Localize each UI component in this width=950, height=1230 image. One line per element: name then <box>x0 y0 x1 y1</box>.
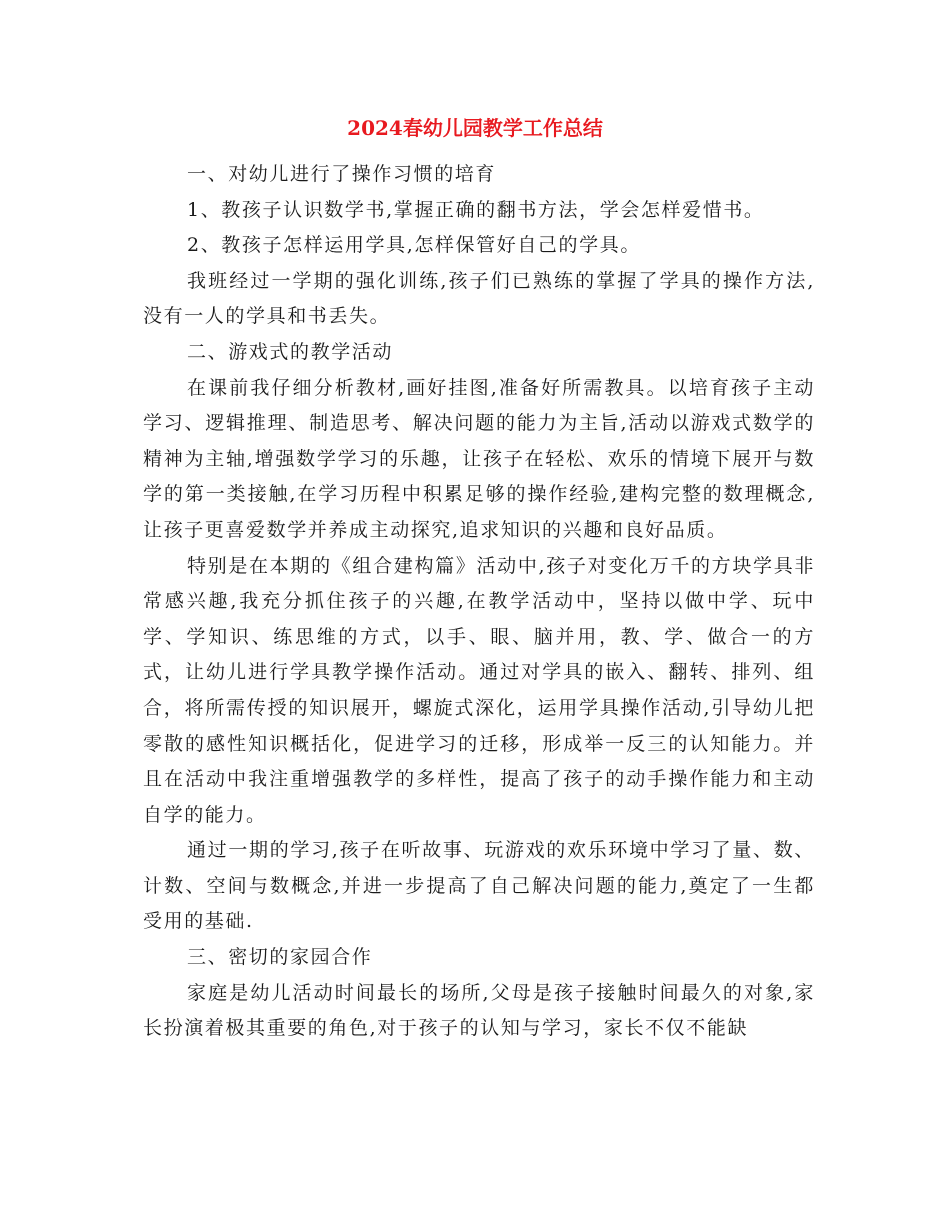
paragraph: 家庭是幼儿活动时间最长的场所,父母是孩子接触时间最久的对象,家长扮演着极其重要的角色,对于孩子的认知与学习，家长不仅不能缺 <box>143 981 815 1040</box>
paragraph: 我班经过一学期的强化训练,孩子们已熟练的掌握了学具的操作方法,没有一人的学具和书丢失。 <box>143 269 815 328</box>
document-title: 2024春幼儿园教学工作总结 <box>347 116 603 140</box>
section-heading-2: 二、游戏式的教学活动 <box>187 340 394 363</box>
paragraph: 在课前我仔细分析教材,画好挂图,准备好所需教具。以培育孩子主动学习、逻辑推理、制造思考、解决问题的能力为主旨,活动以游戏式数学的精神为主轴,增强数学学习的乐趣，让孩子在轻松、欢乐的情境下展开与数学的第一类接触,在学习历程中积累足够的操作经验,建构完整的数理概念,让孩子更喜爱数学并养成主动探究,追求知识的兴趣和良好品质。 <box>143 376 815 541</box>
paragraph: 通过一期的学习,孩子在听故事、玩游戏的欢乐环境中学习了量、数、计数、空间与数概念,并进一步提高了自己解决问题的能力,奠定了一生都受用的基础. <box>143 839 815 933</box>
section-heading-3: 三、密切的家园合作 <box>187 946 373 969</box>
section-heading-1: 一、对幼儿进行了操作习惯的培育 <box>187 163 497 185</box>
document-body <box>143 157 815 1047</box>
list-item-2: 2、教孩子怎样运用学具,怎样保管好自己的学具。 <box>187 234 641 257</box>
paragraph: 特别是在本期的《组合建构篇》活动中,孩子对变化万千的方块学具非常感兴趣,我充分抓住孩子的兴趣,在教学活动中，坚持以做中学、玩中学、学知识、练思维的方式，以手、眼、脑并用，教、学、做合一的方式，让幼儿进行学具教学操作活动。通过对学具的嵌入、翻转、排列、组合，将所需传授的知识展开，螺旋式深化，运用学具操作活动,引导幼儿把零散的感性知识概括化，促进学习的迁移，形成举一反三的认知能力。并且在活动中我注重增强教学的多样性，提高了孩子的动手操作能力和主动自学的能力。 <box>143 554 815 826</box>
list-item-1: 1、教孩子认识数学书,掌握正确的翻书方法，学会怎样爱惜书。 <box>187 198 765 221</box>
